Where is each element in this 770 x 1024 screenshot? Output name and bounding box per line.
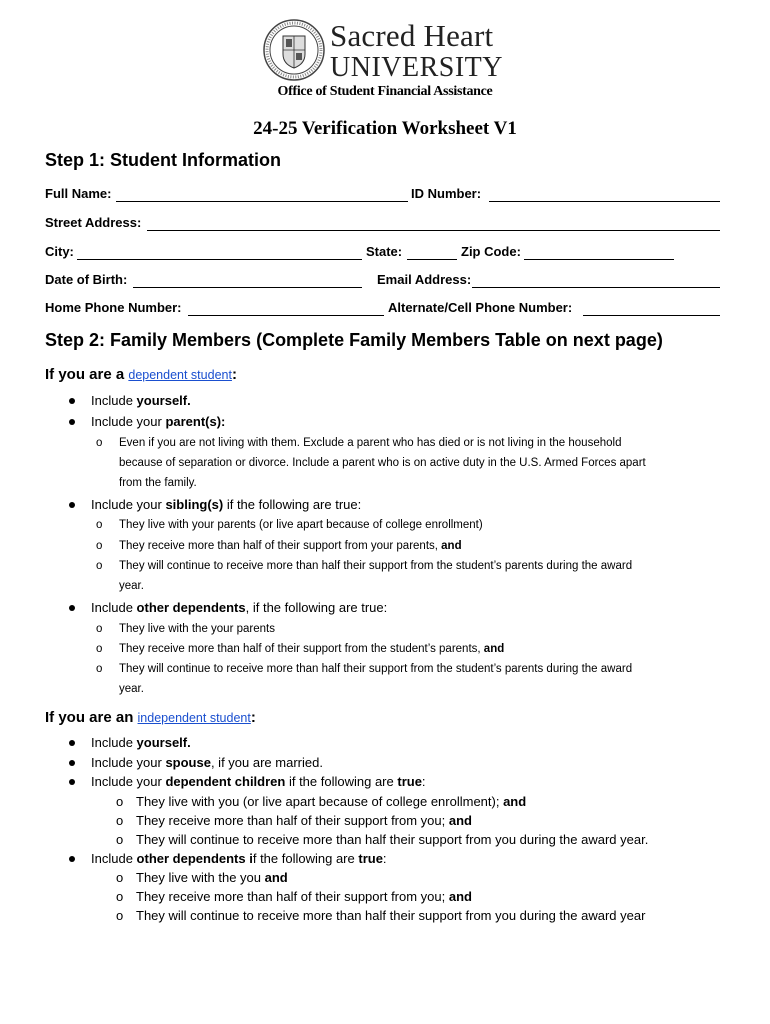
form-row-phone <box>45 300 720 318</box>
step2-heading: Step 2: Family Members (Complete Family Members Table on next page) <box>45 330 663 350</box>
form-row-name <box>45 186 720 204</box>
dependent-heading <box>45 366 237 383</box>
list-item: Include other dependents if the following are true: <box>91 851 387 866</box>
form-row-address <box>45 215 720 233</box>
logo-wordmark: Sacred Heart <box>330 18 494 53</box>
alt-phone-field[interactable] <box>583 315 720 316</box>
full-name-field[interactable] <box>116 201 408 202</box>
university-seal-icon <box>262 18 326 82</box>
list-item: Include your spouse, if you are married. <box>91 755 323 770</box>
street-address-label: Street Address: <box>45 215 142 230</box>
email-label: Email Address: <box>377 272 472 287</box>
dependent-heading-prefix: If you are a <box>45 366 125 383</box>
list-subitem: o They will continue to receive more than half their support from you during the award year <box>116 908 646 923</box>
list-subitem: o Even if you are not living with them. Exclude a parent who has died or is not living in the household because of separation or divorce. Include a parent who is on active duty in the U.S. Armed Forces apart from the family. <box>96 437 646 489</box>
city-label: City: <box>45 244 74 259</box>
id-number-label: ID Number: <box>411 186 482 201</box>
office-name: Office of Student Financial Assistance <box>277 84 493 99</box>
dob-label: Date of Birth: <box>45 272 128 287</box>
dependent-student-link[interactable]: dependent student <box>128 368 232 382</box>
state-field[interactable] <box>407 259 457 260</box>
independent-student-link[interactable]: independent student <box>137 711 251 725</box>
street-address-field[interactable] <box>147 230 720 231</box>
alt-phone-label: Alternate/Cell Phone Number: <box>388 300 573 315</box>
list-item: Include your parent(s): <box>91 414 225 429</box>
list-subitem: o They live with your parents (or live apart because of college enrollment) <box>96 519 483 531</box>
logo-university: UNIVERSITY <box>330 52 503 83</box>
list-subitem: o They receive more than half of their support from your parents, and <box>96 540 462 552</box>
list-subitem: o They live with the you and <box>116 870 288 885</box>
email-field[interactable] <box>472 287 720 288</box>
list-item: Include yourself. <box>91 393 191 408</box>
zip-field[interactable] <box>524 259 674 260</box>
form-row-city <box>45 244 720 262</box>
list-subitem: o They will continue to receive more than half their support from the student’s parents during the award year. <box>96 663 633 695</box>
list-subitem: o They receive more than half of their support from you; and <box>116 813 472 828</box>
dob-field[interactable] <box>133 287 362 288</box>
page-title: 24-25 Verification Worksheet V1 <box>253 118 517 139</box>
list-item: Include your dependent children if the following are true: <box>91 774 426 789</box>
university-logo <box>262 18 512 84</box>
city-field[interactable] <box>77 259 362 260</box>
independent-heading-prefix: If you are an <box>45 709 134 726</box>
full-name-label: Full Name: <box>45 186 112 201</box>
list-subitem: o They will continue to receive more than half their support from you during the award year. <box>116 832 649 847</box>
list-item: Include other dependents, if the following are true: <box>91 600 387 615</box>
list-item: Include your sibling(s) if the following are true: <box>91 497 361 512</box>
list-subitem: o They receive more than half of their support from the student’s parents, and <box>96 643 505 655</box>
list-subitem: o They live with you (or live apart because of college enrollment); and <box>116 794 527 809</box>
list-subitem: o They will continue to receive more than half their support from the student’s parents during the award year. <box>96 560 633 592</box>
form-row-dob <box>45 272 720 290</box>
dependent-heading-suffix: : <box>231 366 237 383</box>
list-item: Include yourself. <box>91 735 191 750</box>
home-phone-field[interactable] <box>188 315 384 316</box>
list-subitem: o They receive more than half of their support from you; and <box>116 889 472 904</box>
step1-heading: Step 1: Student Information <box>45 150 281 170</box>
independent-heading-suffix: : <box>250 709 256 726</box>
home-phone-label: Home Phone Number: <box>45 300 182 315</box>
independent-heading <box>45 709 256 726</box>
list-subitem: o They live with the your parents <box>96 623 275 635</box>
state-label: State: <box>366 244 403 259</box>
zip-label: Zip Code: <box>461 244 521 259</box>
id-number-field[interactable] <box>489 201 720 202</box>
